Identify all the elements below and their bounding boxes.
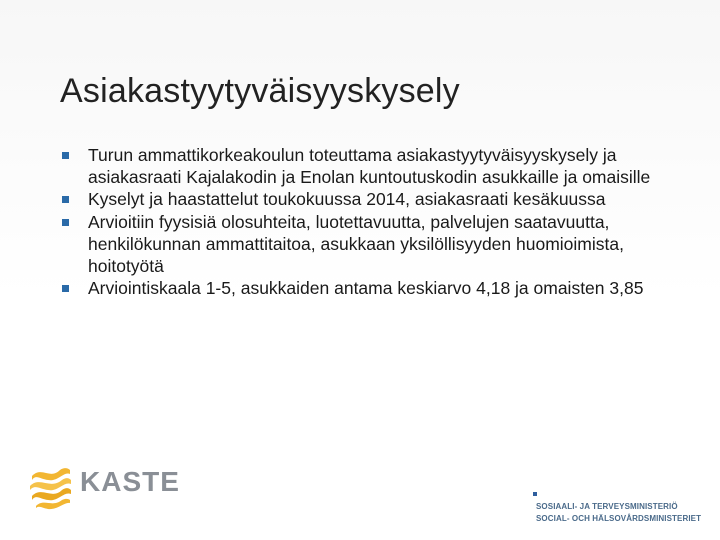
bullet-square-icon <box>62 196 69 203</box>
bullet-text: Arvioitiin fyysisiä olosuhteita, luotettavuutta, palvelujen saatavuutta, henkilökunnan ammattitaitoa, asukkaan yksilöllisyyden huomioimista, hoitotyötä <box>88 211 624 277</box>
bullet-square-icon <box>62 152 69 159</box>
bullet-square-icon <box>62 219 69 226</box>
bullet-text: Turun ammattikorkeakoulun toteuttama asiakastyytyväisyyskysely ja asiakasraati Kajalakodin ja Enolan kuntoutuskodin asukkaille ja omaisille <box>88 145 651 188</box>
bullet-item <box>62 277 662 299</box>
kaste-logo <box>28 462 228 512</box>
bullet-item <box>62 144 662 188</box>
bullet-text: Kyselyt ja haastattelut toukokuussa 2014, asiakasraati kesäkuussa <box>88 189 606 210</box>
ministry-name-swedish: SOCIAL- OCH HÄLSOVÅRDSMINISTERIET <box>536 514 702 523</box>
kaste-logo-text: KASTE <box>80 466 180 497</box>
kaste-wave-icon <box>28 462 72 510</box>
bullet-square-icon <box>62 285 69 292</box>
slide-title: Asiakastyytyväisyyskysely <box>60 72 460 110</box>
bullet-item <box>62 188 662 210</box>
ministry-dot-icon <box>533 492 537 496</box>
bullet-text: Arviointiskaala 1-5, asukkaiden antama keskiarvo 4,18 ja omaisten 3,85 <box>88 278 644 299</box>
bullet-item <box>62 211 662 278</box>
ministry-name-finnish: SOSIAALI- JA TERVEYSMINISTERIÖ <box>536 502 678 511</box>
bullet-list <box>62 144 662 299</box>
